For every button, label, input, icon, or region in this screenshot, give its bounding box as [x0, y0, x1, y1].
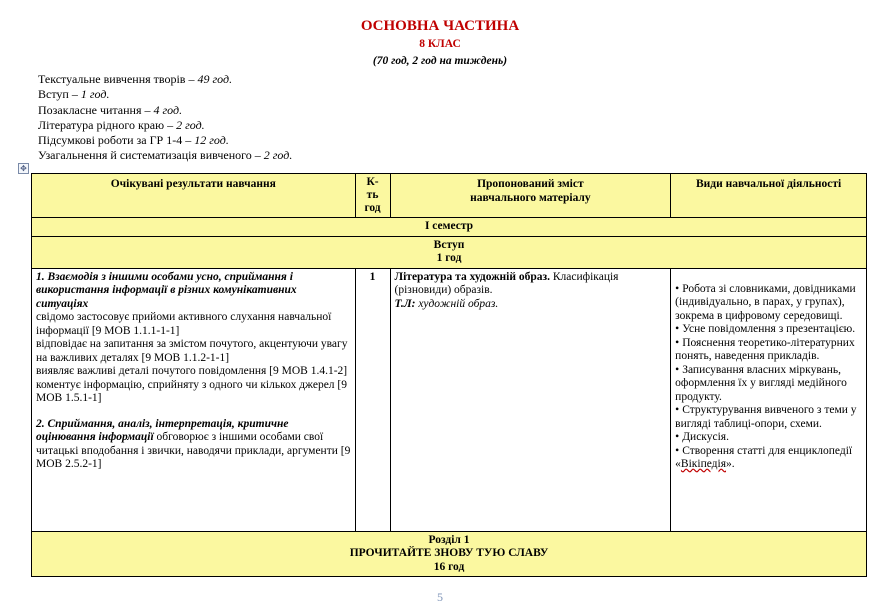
- intro-title: Вступ: [433, 238, 465, 251]
- content-title: Література та художній образ.: [394, 270, 551, 283]
- hours-item: [38, 148, 292, 163]
- hours-item-value: 2 год.: [176, 117, 205, 132]
- list-item: • Створення статті для енциклопедії «Вікіпедія».: [675, 444, 853, 470]
- page-number: 5: [437, 590, 443, 604]
- content-terms: [395, 298, 667, 312]
- hours-item-label: Вступ –: [38, 87, 81, 102]
- section-label: Розділ 1: [428, 533, 470, 546]
- hours-item-label: Література рідного краю –: [38, 117, 177, 132]
- content-main: [395, 271, 667, 298]
- result-item-2: [36, 418, 351, 472]
- hours-item: [38, 103, 292, 118]
- result-line: свідомо застосовує прийоми активного слухання навчальної інформації [9 МОВ 1.1.1-1-1]: [36, 311, 332, 337]
- header-results: Очікувані результати навчання: [32, 174, 356, 218]
- hours-item: [38, 72, 292, 87]
- header-hours: К- ть год: [355, 174, 390, 218]
- list-item: • Записування власних міркувань, оформлення їх у вигляді медійного продукту.: [675, 363, 847, 403]
- results-cell: [32, 268, 356, 531]
- terms-text: художній образ.: [415, 297, 499, 310]
- hours-item: [38, 118, 292, 133]
- hours-item-label: Підсумкові роботи за ГР 1-4 –: [38, 133, 195, 148]
- activities-cell: [671, 268, 867, 531]
- hours-item-value: 1 год.: [80, 87, 110, 102]
- list-item: • Структурування вивченого з теми у вигляді таблиці-опори, схеми.: [675, 404, 857, 430]
- hours-item-value: 12 год.: [194, 133, 229, 148]
- hours-item-value: 2 год.: [263, 148, 293, 163]
- list-item: • Усне повідомлення з презентацією.: [675, 323, 856, 335]
- section-row: [32, 531, 867, 577]
- result-item-2-text: обговорює з іншими особами свої читацькі вподобання і звички, наводячи приклади, аргументи [9 МОВ 2.5.2-1]: [36, 431, 351, 470]
- hours-item-value: 49 год.: [197, 72, 233, 86]
- curriculum-table: [31, 173, 867, 577]
- hours-note: (70 год, 2 год на тиждень): [372, 55, 508, 67]
- table-move-handle-icon[interactable]: ✥: [18, 163, 29, 174]
- section-title: ОСНОВНА ЧАСТИНА: [360, 18, 520, 34]
- hours-item-label: Узагальнення й систематизація вивченого –: [38, 148, 264, 163]
- result-line: виявляє важливі деталі почутого повідомлення [9 МОВ 1.4.1-2]: [36, 365, 348, 377]
- header-activities: Види навчальної діяльності: [671, 174, 867, 218]
- list-item: • Пояснення теоретико-літературних понять, наведення прикладів.: [675, 336, 855, 362]
- hours-item-label: Текстуальне вивчення творів –: [38, 72, 198, 86]
- intro-row: [32, 236, 867, 268]
- list-item: • Робота зі словниками, довідниками (індивідуально, в парах, у групах), зокрема в цифровому середовищі.: [675, 282, 856, 322]
- result-item-1-title: 1. Взаємодія з іншими особами усно, сприймання і використання інформації в різних комунікативних ситуаціях: [36, 270, 297, 310]
- spellcheck-word[interactable]: Вікіпедія: [680, 458, 727, 470]
- hours-item: [38, 133, 292, 148]
- hours-item: [38, 87, 292, 102]
- result-line: коментує інформацію, сприйняту з одного чи кількох джерел [9 МОВ 1.5.1-1]: [36, 378, 347, 404]
- hours-cell: 1: [355, 268, 390, 531]
- table-header-row: [32, 174, 867, 218]
- hours-list: [38, 72, 292, 164]
- content-text: Класифікація (різновиди) образів.: [394, 270, 619, 296]
- result-item-2-title: 2. Сприймання, аналіз, інтерпретація, критичне оцінювання інформації: [36, 417, 289, 443]
- semester-row: [32, 218, 867, 237]
- list-item: • Дискусія.: [675, 431, 729, 443]
- hours-item-label: Позакласне читання –: [38, 102, 154, 117]
- activities-list: [675, 283, 862, 472]
- section-hours: 16 год: [433, 560, 465, 573]
- intro-hours: 1 год: [436, 252, 462, 264]
- terms-label: Т.Л:: [394, 297, 416, 310]
- grade-title: 8 КЛАС: [419, 38, 461, 50]
- hours-item-value: 4 год.: [153, 102, 183, 117]
- intro-cell: [32, 236, 867, 268]
- result-line: відповідає на запитання за змістом почутого, акцентуючи увагу на важливих деталях [9 МОВ 1.1.2-1-1]: [36, 338, 348, 364]
- table-row: [32, 268, 867, 531]
- section-cell: [32, 531, 867, 577]
- header-content: Пропонований зміст навчального матеріалу: [390, 174, 671, 218]
- section-heading: ПРОЧИТАЙТЕ ЗНОВУ ТУЮ СЛАВУ: [349, 547, 549, 559]
- content-cell: [390, 268, 671, 531]
- semester-cell: І семестр: [32, 218, 867, 237]
